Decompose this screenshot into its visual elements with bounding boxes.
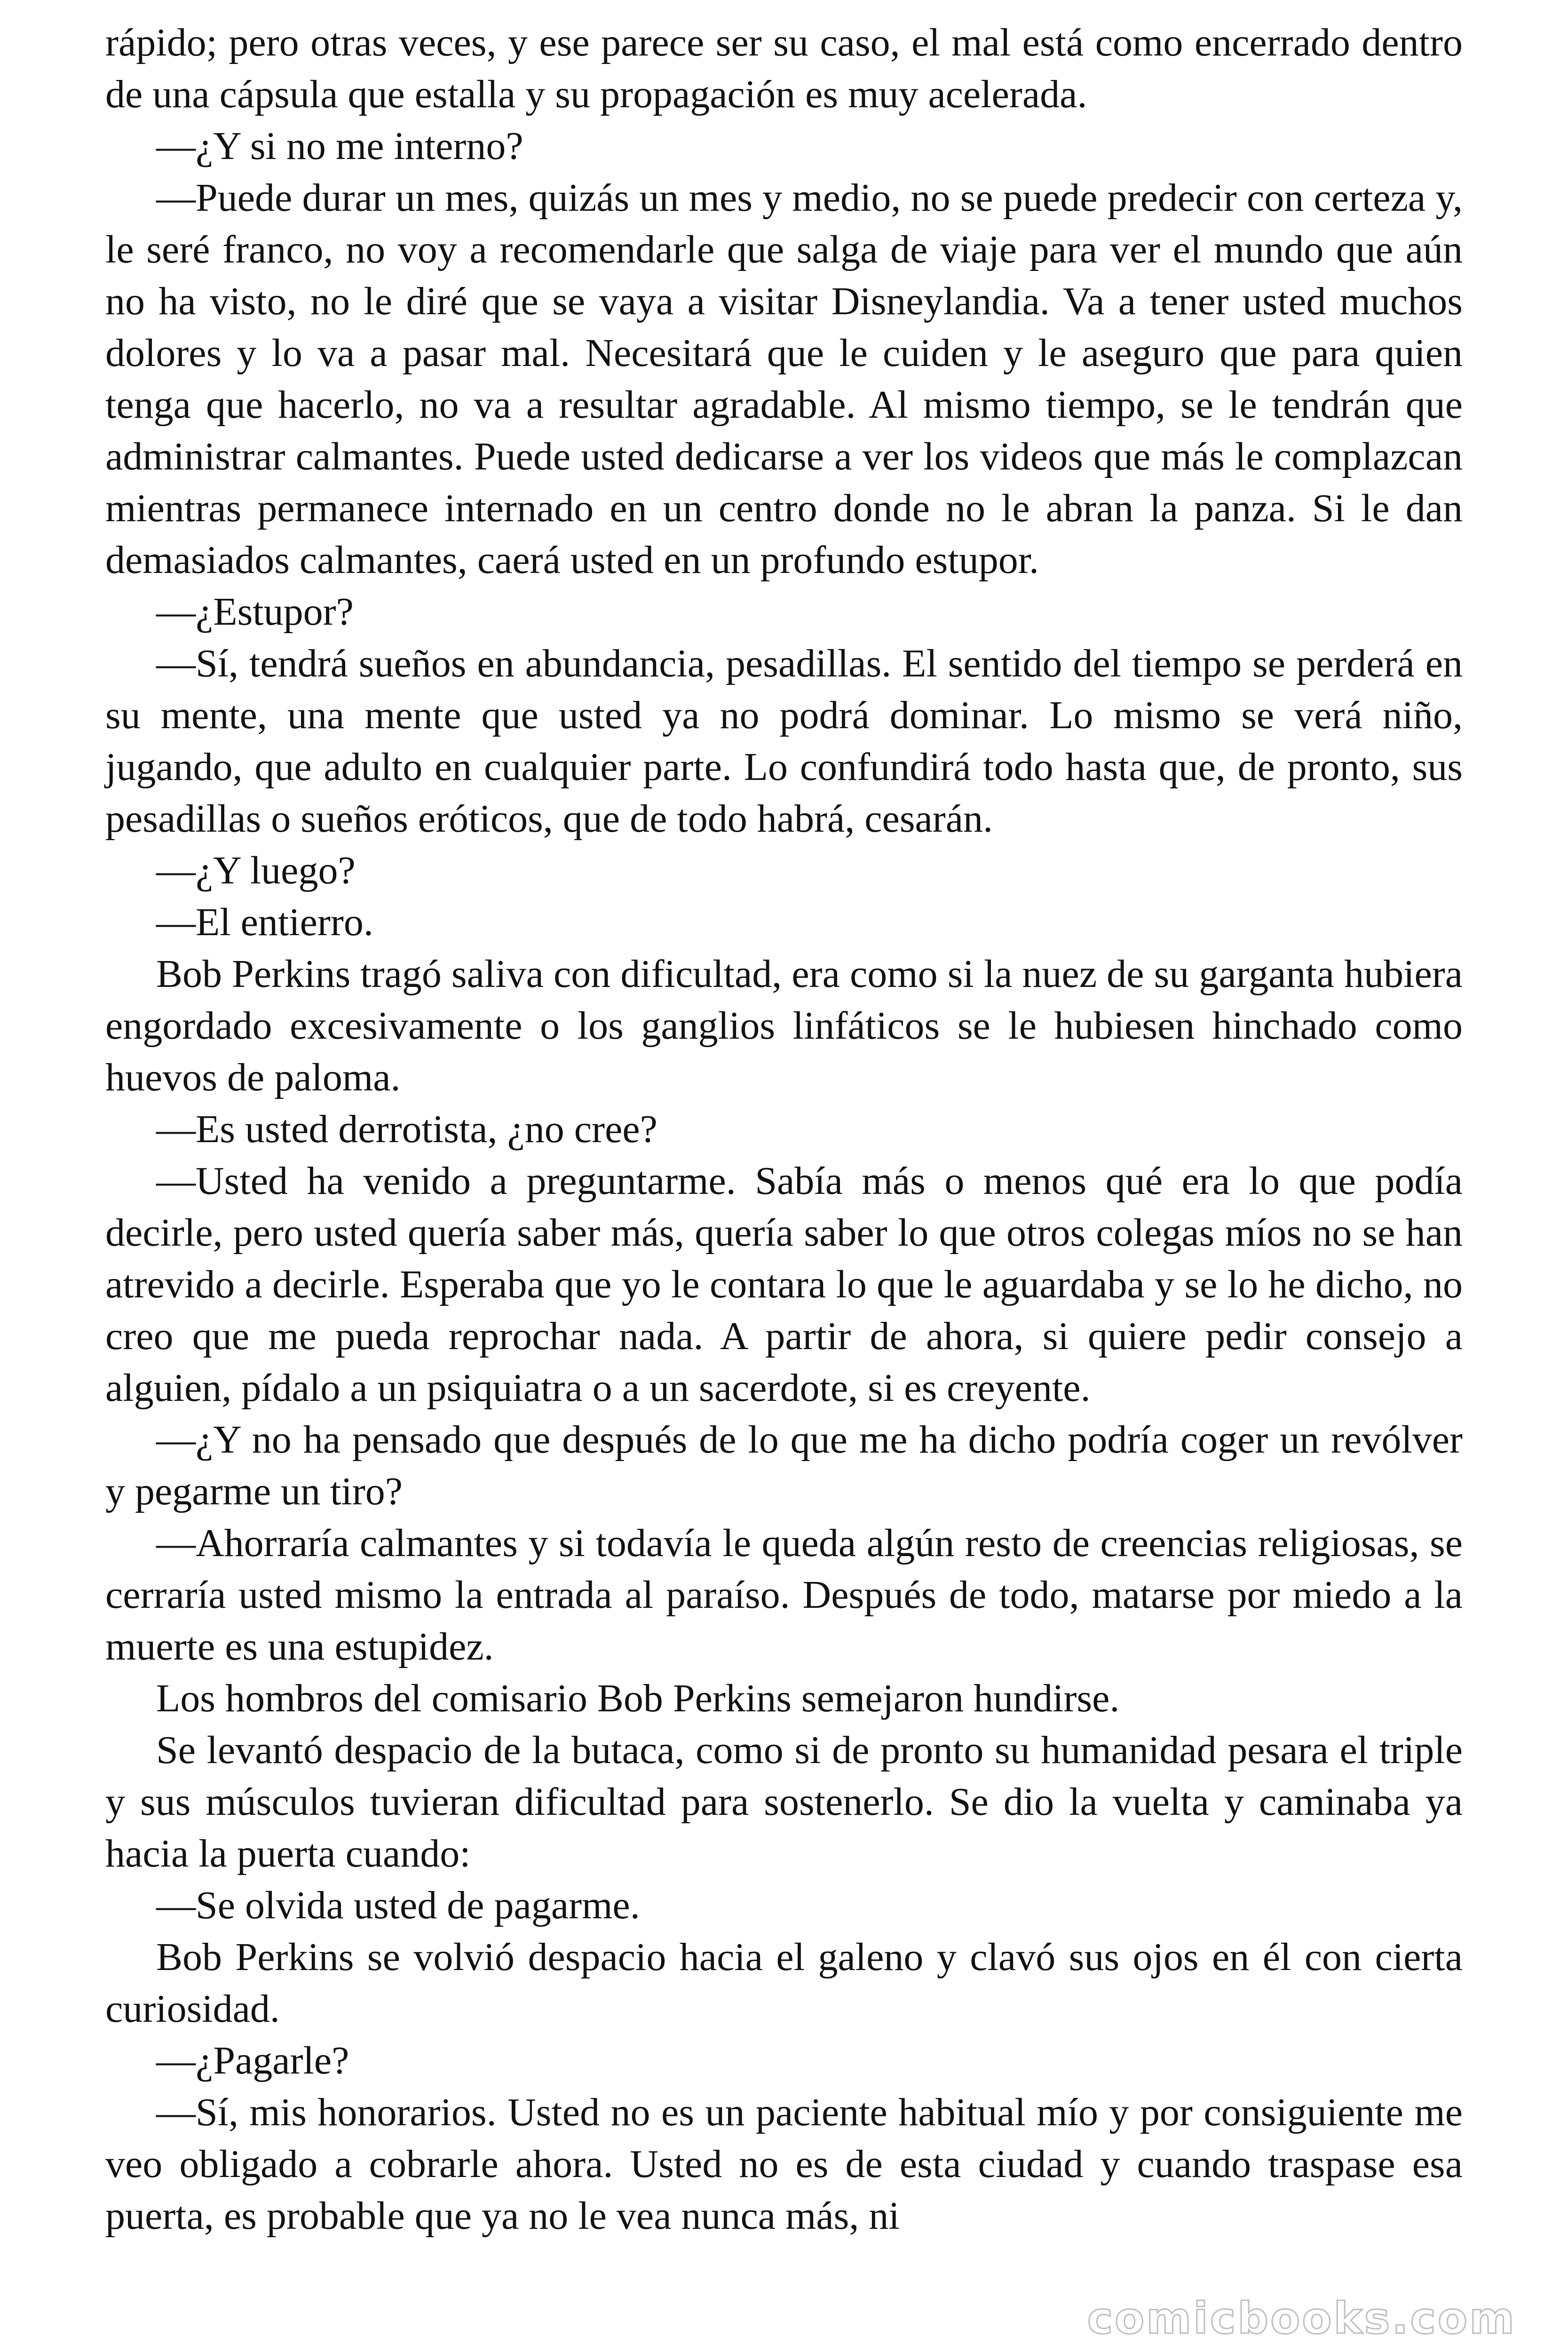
paragraph-4: —¿Estupor? bbox=[156, 590, 354, 634]
paragraph-2: —¿Y si no me interno? bbox=[156, 124, 523, 168]
paragraph-15: —Se olvida usted de pagarme. bbox=[156, 1883, 640, 1927]
paragraph-8: Bob Perkins tragó saliva con dificultad, era como si la nuez de su garganta hubiera engordado excesivamente o los ganglios linfáticos se le hubiesen hinchado como huevos de paloma. bbox=[105, 952, 1463, 1099]
paragraph-1: rápido; pero otras veces, y ese parece ser su caso, el mal está como encerrado dentro de una cápsula que estalla y su propagación es muy acelerada. bbox=[105, 21, 1463, 116]
paragraph-6: —¿Y luego? bbox=[156, 849, 356, 892]
paragraph-10: —Usted ha venido a preguntarme. Sabía más o menos qué era lo que podía decirle, pero usted quería saber más, quería saber lo que otros colegas míos no se han atrevido a decirle. Esperaba que yo le contara lo que le aguardaba y se lo he dicho, no creo que me pueda reprochar nada. A partir de ahora, si quiere pedir consejo a alguien, pídalo a un psiquiatra o a un sacerdote, si es creyente. bbox=[105, 1159, 1463, 1410]
paragraph-3: —Puede durar un mes, quizás un mes y medio, no se puede predecir con certeza y, le seré franco, no voy a recomendarle que salga de viaje para ver el mundo que aún no ha visto, no le diré que se vaya a visitar Disneylandia. Va a tener usted muchos dolores y lo va a pasar mal. Necesitará que le cuiden y le aseguro que para quien tenga que hacerlo, no va a resultar agradable. Al mismo tiempo, se le tendrán que administrar calmantes. Puede usted dedicarse a ver los videos que más le complazcan mientras permanece internado en un centro donde no le abran la panza. Si le dan demasiados calmantes, caerá usted en un profundo estupor. bbox=[105, 176, 1463, 582]
paragraph-17: —¿Pagarle? bbox=[156, 2039, 349, 2082]
paragraph-18: —Sí, mis honorarios. Usted no es un paciente habitual mío y por consiguiente me veo obligado a cobrarle ahora. Usted no es de esta ciudad y cuando traspase esa puerta, es probable que ya no le vea nunca más, ni bbox=[105, 2090, 1463, 2238]
watermark: comicbooks.com bbox=[1087, 2293, 1516, 2344]
page-text bbox=[105, 17, 1463, 2242]
paragraph-12: —Ahorraría calmantes y si todavía le queda algún resto de creencias religiosas, se cerraría usted mismo la entrada al paraíso. Después de todo, matarse por miedo a la muerte es una estupidez. bbox=[105, 1521, 1463, 1669]
paragraph-5: —Sí, tendrá sueños en abundancia, pesadillas. El sentido del tiempo se perderá en su mente, una mente que usted ya no podrá dominar. Lo mismo se verá niño, jugando, que adulto en cualquier parte. Lo confundirá todo hasta que, de pronto, sus pesadillas o sueños eróticos, que de todo habrá, cesarán. bbox=[105, 642, 1463, 841]
paragraph-7: —El entierro. bbox=[156, 900, 373, 944]
paragraph-13: Los hombros del comisario Bob Perkins semejaron hundirse. bbox=[156, 1677, 1120, 1720]
paragraph-16: Bob Perkins se volvió despacio hacia el galeno y clavó sus ojos en él con cierta curiosidad. bbox=[105, 1935, 1463, 2031]
paragraph-9: —Es usted derrotista, ¿no cree? bbox=[156, 1107, 657, 1151]
paragraph-11: —¿Y no ha pensado que después de lo que me ha dicho podría coger un revólver y pegarme un tiro? bbox=[105, 1418, 1463, 1513]
paragraph-14: Se levantó despacio de la butaca, como si de pronto su humanidad pesara el triple y sus músculos tuvieran dificultad para sostenerlo. Se dio la vuelta y caminaba ya hacia la puerta cuando: bbox=[105, 1728, 1463, 1875]
